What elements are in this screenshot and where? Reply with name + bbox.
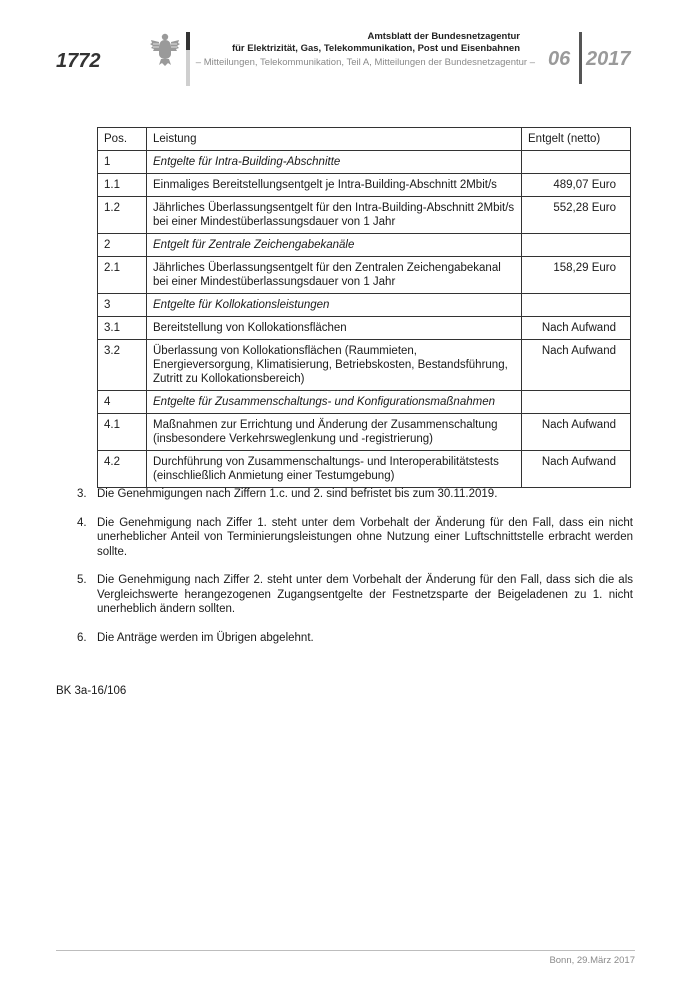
row-pos: 3.2 xyxy=(98,340,147,391)
row-service: Bereitstellung von Kollokationsflächen xyxy=(147,317,522,340)
issue-year: 2017 xyxy=(586,48,631,70)
item-number: 6. xyxy=(77,631,87,644)
row-price: 489,07 Euro xyxy=(522,174,631,197)
list-item xyxy=(77,516,633,560)
item-number: 5. xyxy=(77,574,87,586)
numbered-paragraphs xyxy=(77,487,633,659)
row-pos: 1.1 xyxy=(98,174,147,197)
table-row xyxy=(98,234,631,257)
federal-eagle-icon xyxy=(150,32,180,66)
row-service: Durchführung von Zusammenschaltungs- und Interoperabilitätstests (einschließlich Anmietung einer Testumgebung) xyxy=(147,451,522,488)
row-service: Entgelte für Intra-Building-Abschnitte xyxy=(147,151,522,174)
item-number: 3. xyxy=(77,488,87,500)
issue-number: 06 xyxy=(548,48,571,70)
row-service: Entgelte für Zusammenschaltungs- und Konfigurationsmaßnahmen xyxy=(147,391,522,414)
row-service: Überlassung von Kollokationsflächen (Raummieten, Energieversorgung, Klimatisierung, Betriebskosten, Bestandsführung, Zutritt zu Kollokationsbereich) xyxy=(147,340,522,391)
row-pos: 2 xyxy=(98,234,147,257)
item-text: Die Genehmigung nach Ziffer 1. steht unter dem Vorbehalt der Änderung für den Fall, dass ein nicht unerheblicher Anteil von Terminierungsleistungen ohne Nutzung einer Luftschnittstelle erbracht werden sollte. xyxy=(97,516,633,558)
header-divider-right xyxy=(579,32,582,84)
table-row xyxy=(98,174,631,197)
row-price xyxy=(522,151,631,174)
section-line: – Mitteilungen, Telekommunikation, Teil A, Mitteilungen der Bundesnetzagentur – xyxy=(195,57,535,68)
row-service: Entgelt für Zentrale Zeichengabekanäle xyxy=(147,234,522,257)
item-text: Die Genehmigung nach Ziffer 2. steht unter dem Vorbehalt der Änderung für den Fall, dass sich die als Vergleichswerte herangezogenen Zugangsentgelte der Festnetzsparte der Beigeladenen zu 1. nicht unerheblich ändern sollten. xyxy=(97,574,633,615)
table-row xyxy=(98,391,631,414)
row-price: Nach Aufwand xyxy=(522,414,631,451)
column-header-price: Entgelt (netto) xyxy=(522,128,631,151)
footer-place-date: Bonn, 29.März 2017 xyxy=(549,955,635,966)
row-price: 158,29 Euro xyxy=(522,257,631,294)
table-row xyxy=(98,197,631,234)
row-price: Nach Aufwand xyxy=(522,451,631,488)
table-header-row xyxy=(98,128,631,151)
footer-divider xyxy=(56,950,635,951)
table-row xyxy=(98,414,631,451)
row-pos: 4.1 xyxy=(98,414,147,451)
table-row xyxy=(98,317,631,340)
row-price xyxy=(522,391,631,414)
table-row xyxy=(98,257,631,294)
list-item xyxy=(77,573,633,617)
row-price xyxy=(522,234,631,257)
row-service: Jährliches Überlassungsentgelt für den Intra-Building-Abschnitt 2Mbit/s bei einer Mindestüberlassungsdauer von 1 Jahr xyxy=(147,197,522,234)
column-header-service: Leistung xyxy=(147,128,522,151)
row-pos: 1 xyxy=(98,151,147,174)
list-item xyxy=(77,487,633,502)
list-item xyxy=(77,631,633,646)
row-price xyxy=(522,294,631,317)
row-pos: 3.1 xyxy=(98,317,147,340)
row-price: Nach Aufwand xyxy=(522,340,631,391)
row-pos: 4.2 xyxy=(98,451,147,488)
row-pos: 3 xyxy=(98,294,147,317)
row-price: Nach Aufwand xyxy=(522,317,631,340)
table-row xyxy=(98,151,631,174)
row-price: 552,28 Euro xyxy=(522,197,631,234)
row-pos: 1.2 xyxy=(98,197,147,234)
row-service: Entgelte für Kollokationsleistungen xyxy=(147,294,522,317)
table-row xyxy=(98,451,631,488)
row-pos: 4 xyxy=(98,391,147,414)
table-row xyxy=(98,294,631,317)
item-number: 4. xyxy=(77,516,87,529)
publication-title: Amtsblatt der Bundesnetzagentur xyxy=(367,31,520,42)
table-row xyxy=(98,340,631,391)
column-header-pos: Pos. xyxy=(98,128,147,151)
item-text: Die Genehmigungen nach Ziffern 1.c. und 2. sind befristet bis zum 30.11.2019. xyxy=(97,488,498,500)
item-text: Die Anträge werden im Übrigen abgelehnt. xyxy=(97,631,314,644)
row-pos: 2.1 xyxy=(98,257,147,294)
page-number: 1772 xyxy=(56,50,101,72)
publication-subtitle: für Elektrizität, Gas, Telekommunikation, Post und Eisenbahnen xyxy=(231,43,520,54)
row-service: Maßnahmen zur Errichtung und Änderung der Zusammenschaltung (insbesondere Verkehrsweglenkung und -registrierung) xyxy=(147,414,522,451)
fee-table xyxy=(97,127,631,488)
row-service: Jährliches Überlassungsentgelt für den Zentralen Zeichengabekanal bei einer Mindestüberlassungsdauer von 1 Jahr xyxy=(147,257,522,294)
case-reference: BK 3a-16/106 xyxy=(56,685,127,697)
row-service: Einmaliges Bereitstellungsentgelt je Intra-Building-Abschnitt 2Mbit/s xyxy=(147,174,522,197)
